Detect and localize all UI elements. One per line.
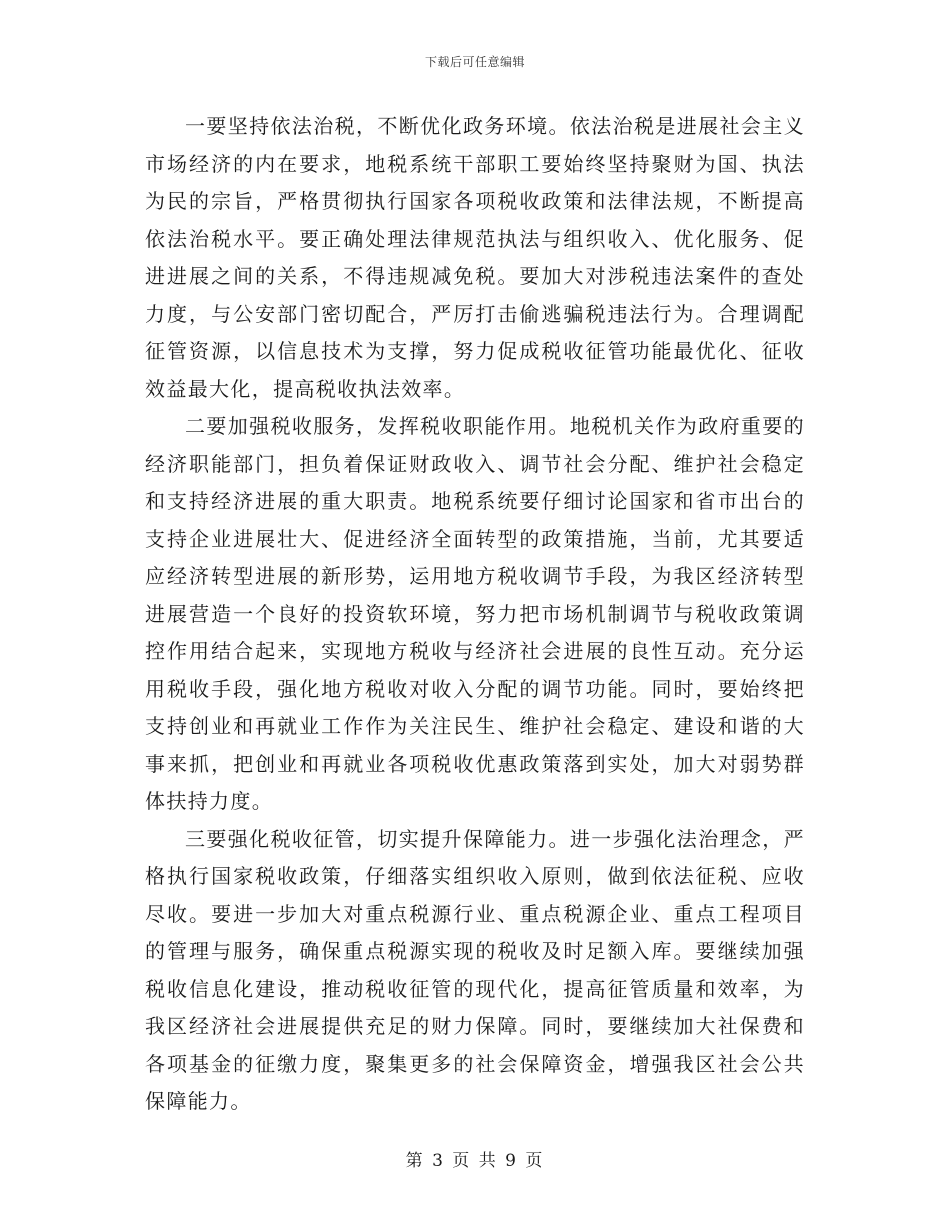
page-header: 下载后可任意编辑: [424, 55, 525, 69]
document-body: [145, 108, 805, 1121]
paragraph-1: 一要坚持依法治税，不断优化政务环境。依法治税是进展社会主义市场经济的内在要求，地税系统干部职工要始终坚持聚财为国、执法为民的宗旨，严格贯彻执行国家各项税收政策和法律法规，不断提高依法治税水平。要正确处理法律规范执法与组织收入、优化服务、促进进展之间的关系，不得违规减免税。要加大对涉税违法案件的查处力度，与公安部门密切配合，严厉打击偷逃骗税违法行为。合理调配征管资源，以信息技术为支撑，努力促成税收征管功能最优化、征收效益最大化，提高税收执法效率。: [145, 114, 805, 401]
paragraph-3: 三要强化税收征管，切实提升保障能力。进一步强化法治理念，严格执行国家税收政策，仔细落实组织收入原则，做到依法征税、应收尽收。要进一步加大对重点税源行业、重点税源企业、重点工程项目的管理与服务，确保重点税源实现的税收及时足额入库。要继续加强税收信息化建设，推动税收征管的现代化，提高征管质量和效率，为我区经济社会进展提供充足的财力保障。同时，要继续加大社保费和各项基金的征缴力度，聚集更多的社会保障资金，增强我区社会公共保障能力。: [145, 826, 805, 1113]
page-number: 第 3 页 共 9 页: [405, 1151, 545, 1171]
paragraph-2: 二要加强税收服务，发挥税收职能作用。地税机关作为政府重要的经济职能部门，担负着保证财政收入、调节社会分配、维护社会稳定和支持经济进展的重大职责。地税系统要仔细讨论国家和省市出台的支持企业进展壮大、促进经济全面转型的政策措施，当前，尤其要适应经济转型进展的新形势，运用地方税收调节手段，为我区经济转型进展营造一个良好的投资软环境，努力把市场机制调节与税收政策调控作用结合起来，实现地方税收与经济社会进展的良性互动。充分运用税收手段，强化地方税收对收入分配的调节功能。同时，要始终把支持创业和再就业工作作为关注民生、维护社会稳定、建设和谐的大事来抓，把创业和再就业各项税收优惠政策落到实处，加大对弱势群体扶持力度。: [145, 414, 805, 813]
